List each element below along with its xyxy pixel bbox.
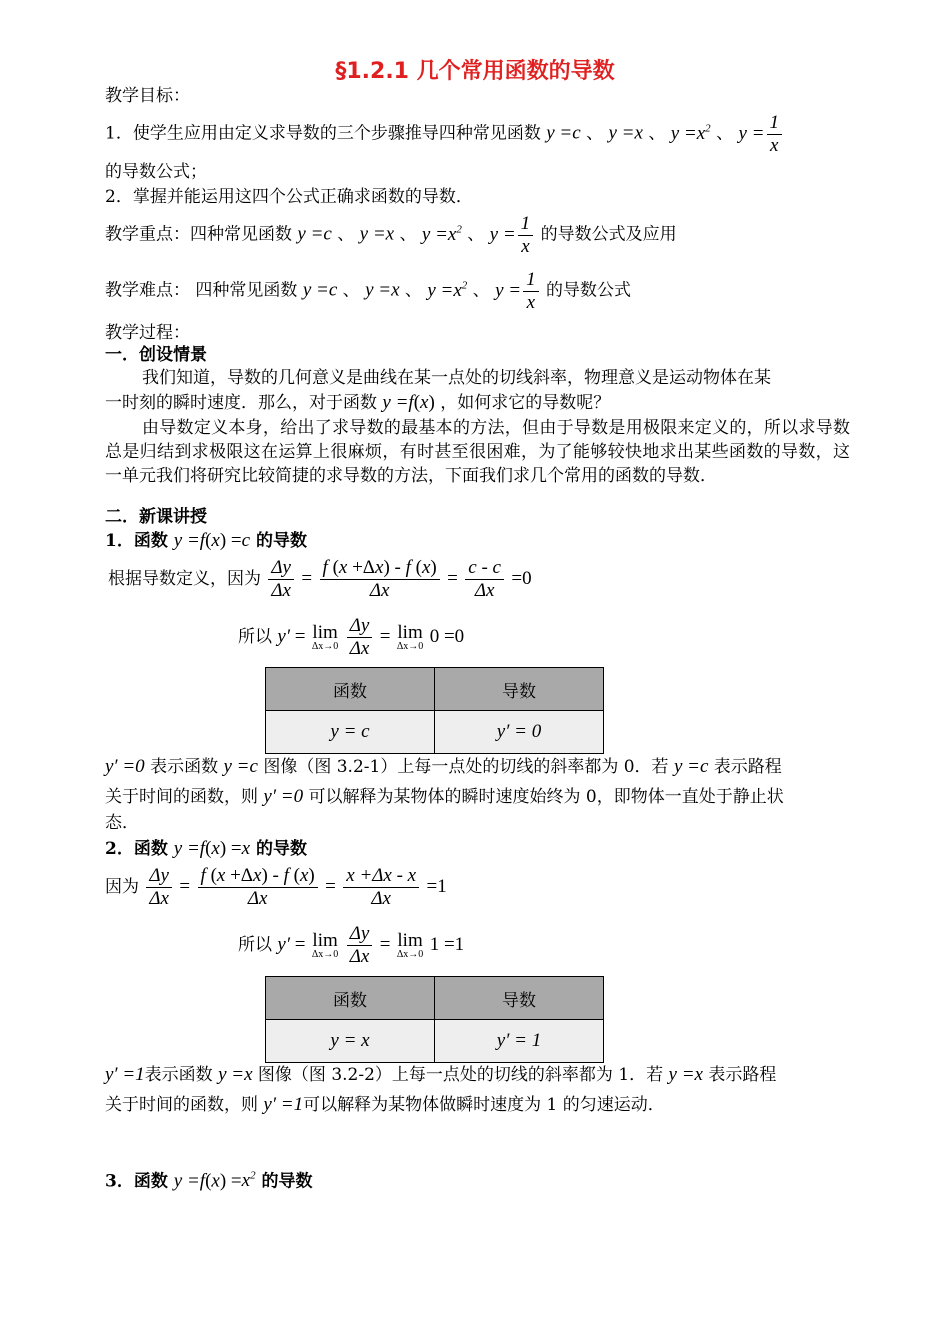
part-1-heading: 1．函数 y =f(x) =c 的导数 [105,530,307,551]
difficulty-label: 教学难点： 四种常见函数 [105,280,298,301]
part-2-heading: 2．函数 y =f(x) =x 的导数 [105,838,307,859]
page-title: §1.2.1 几个常用函数的导数 [335,59,615,84]
part-2-derivation: 因为 $\frac{\Delta y}{\Delta x}$ = $\frac{f (x +\Delta x) - f (x)}{\Delta x}$ = $\frac{x +\Delta x - x}{\Delta x}$ =1 [105,865,447,909]
table-cell-function: y = c [266,711,435,754]
table-header-function: 函数 [266,668,435,711]
part-3-heading: 3．函数 $y =f(x) =x^2$ 的导数 [105,1170,313,1192]
difficulty-point: 教学难点： 四种常见函数 y =c 、 y =x 、 $y =x^2$ 、 y = $\frac{1}{x}$ 的导数公式 [105,269,631,313]
table-cell-derivative: y′ = 1 [435,1020,604,1063]
section-1-p1-line1: 我们知道，导数的几何意义是曲线在某一点处的切线斜率，物理意义是运动物体在某 [142,368,771,388]
formula-y-c: y =c [546,122,581,144]
part-2-table [265,976,604,1063]
formula-y-x2: $y =x^2$ [670,122,711,144]
formula-y-x: y =x [608,122,643,144]
part-2-limit: 所以 y′ = lim Δx→0 $\frac{\Delta y}{\Delta x}$ = lim Δx→0 1 =1 [238,923,465,967]
part-1-limit: 所以 y′ = lim Δx→0 $\frac{\Delta y}{\Delta x}$ = lim Δx→0 0 =0 [238,615,465,659]
key-point: 教学重点：四种常见函数 y =c 、 y =x 、 $y =x^2$ 、 y = $\frac{1}{x}$ 的导数公式及应用 [105,213,677,257]
table-cell-derivative: y′ = 0 [435,711,604,754]
objective-item-2: 2．掌握并能运用这四个公式正确求函数的导数． [105,187,473,207]
part-1-derivation: 根据导数定义，因为 $\frac{\Delta y}{\Delta x}$ = $\frac{f (x +\Delta x) - f (x)}{\Delta x}$ = $\frac{c - c}{\Delta x}$ =0 [108,557,532,601]
section-1-p1-line2: 一时刻的瞬时速度．那么，对于函数 y =f(x) ，如何求它的导数呢？ [105,392,611,413]
part-1-table [265,667,604,754]
objective-item-1: 1．使学生应用由定义求导数的三个步骤推导四种常见函数 y =c 、 y =x 、 $y =x^2$ 、 y = $\frac{1}{x}$ [105,112,784,157]
process-heading: 教学过程： [105,323,190,343]
section-2-heading: 二．新课讲授 [105,507,207,527]
part-2-explain-line1: y′ =1表示函数 y =x 图像（图 3.2-2）上每一点处的切线的斜率都为 1．若 y =x 表示路程 [105,1064,777,1085]
objective-1-suffix: 的导数公式； [105,162,207,182]
part-2-explain-line2: 关于时间的函数，则 y′ =1可以解释为某物体做瞬时速度为 1 的匀速运动． [105,1094,665,1115]
formula-y-1-over-x: y = $\frac{1}{x}$ [738,123,784,144]
table-cell-function: y = x [266,1020,435,1063]
part-1-explain-line3: 态． [105,813,139,833]
objectives-heading: 教学目标： [105,86,190,106]
objective-1-text: 1．使学生应用由定义求导数的三个步骤推导四种常见函数 [105,123,541,144]
difficulty-suffix: 的导数公式 [545,280,631,301]
key-point-suffix: 的导数公式及应用 [540,224,677,245]
table-header-function: 函数 [266,977,435,1020]
section-1-p2: 由导数定义本身，给出了求导数的最基本的方法，但由于导数是用极限来定义的，所以求导数总是归结到求极限这在运算上很麻烦，有时甚至很困难，为了能够较快地求出某些函数的导数，这一单元我们将研究比较简捷的求导数的方法，下面我们求几个常用的函数的导数． [105,418,850,486]
key-point-label: 教学重点：四种常见函数 [105,224,292,245]
section-1-heading: 一．创设情景 [105,345,207,365]
table-header-derivative: 导数 [435,668,604,711]
table-header-derivative: 导数 [435,977,604,1020]
part-1-explain-line2: 关于时间的函数，则 y′ =0 可以解释为某物体的瞬时速度始终为 0，即物体一直处于静止状 [105,786,784,807]
part-1-explain-line1: y′ =0 表示函数 y =c 图像（图 3.2-1）上每一点处的切线的斜率都为 0．若 y =c 表示路程 [105,756,782,777]
